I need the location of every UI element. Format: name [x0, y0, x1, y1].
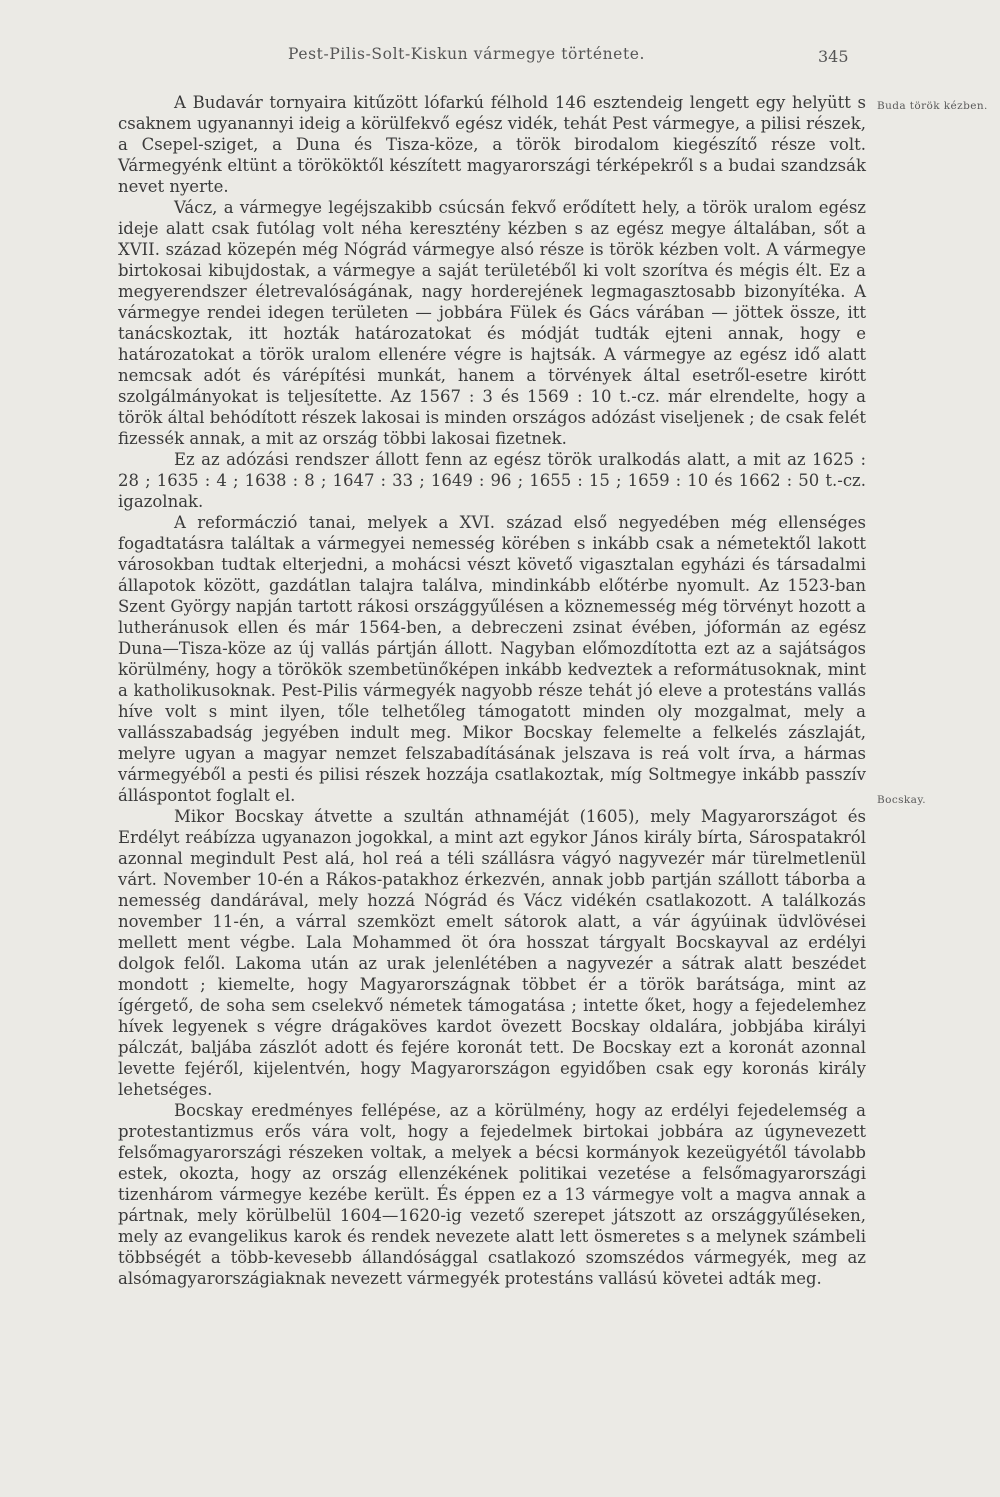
paragraph-vacz: Vácz, a vármegye legéjszakibb csúcsán fekvő erődített hely, a török uralom egész ideje alatt csak futólag volt néha keresztény kézben s az egész megye általában, sőt a XVII. század közepén még Nógrád vármegye alsó része is török kézben volt. A vármegye birtokosai kibujdostak, a vármegye a saját területéből ki volt szorítva és mégis élt. Ez a megyerendszer életrevalóságának, nagy horderejének legmagasztosabb bizonyítéka. A vármegye rendei idegen területen — jobbára Fülek és Gács várában — jöttek össze, itt tanácskoztak, itt hozták határozatokat és módját tudták ejteni annak, hogy e határozatokat a török uralom ellenére végre is hajtsák. A vármegye az egész idő alatt nemcsak adót és várépítési munkát, hanem a törvények által esetről-esetre kirótt szolgálmányokat is teljesítette. Az 1567 : 3 és 1569 : 10 t.-cz. már elrendelte, hogy a török által behódított részek lakosai is minden országos adózást viseljenek ; de csak felét fizessék annak, a mit az ország többi lakosai fizetnek.	[118, 198, 866, 448]
running-title: Pest-Pilis-Solt-Kiskun vármegye története.	[288, 45, 646, 63]
paragraph-adozas: Ez az adózási rendszer állott fenn az egész török uralkodás alatt, a mit az 1625 : 28 ; 1635 : 4 ; 1638 : 8 ; 1647 : 33 ; 1649 : 96 ; 1655 : 15 ; 1659 : 10 és 1662 : 50 t.-cz. igazolnak.	[118, 450, 866, 511]
margin-note-buda: Buda török kézben.	[877, 100, 988, 112]
paragraph-buda: A Budavár tornyaira kitűzött lófarkú félhold 146 esztendeig lengett egy helyütt s csaknem ugyanannyi ideig a körülfekvő egész vidék, tehát Pest vármegye, a pilisi részek, a Csepel-sziget, a Duna és Tisza-köze, a török birodalom kiegészítő része volt. Vármegyénk eltünt a törököktől készített magyarországi térképekről s a budai szandzsák nevet nyerte.	[118, 93, 866, 196]
margin-note-bocskay: Bocskay.	[877, 794, 927, 806]
paragraph-bocskay-eredmeny: Bocskay eredményes fellépése, az a körülmény, hogy az erdélyi fejedelemség a protestantizmus erős vára volt, hogy a fejedelmek birtokai jobbára az úgynevezett felsőmagyarországi részeken voltak, a melyek a bécsi kormányok kezeügyétől távolabb estek, okozta, hogy az ország ellenzékének politikai vezetése a felsőmagyarországi tizenhárom vármegye kezébe került. És éppen ez a 13 vármegye volt a magva annak a pártnak, mely körülbelül 1604—1620-ig vezető szerepet játszott az országgyűléseken, mely az evangelikus karok és rendek nevezete alatt lett ösmeretes s a melynek számbeli többségét a több-kevesebb állandósággal csatlakozó szomszédos vármegyék, meg az alsómagyarországiaknak nevezett vármegyék protestáns vallású követei adták meg.	[118, 1101, 866, 1288]
paragraph-athname: Mikor Bocskay átvette a szultán athnaméját (1605), mely Magyarországot és Erdélyt reábízza ugyanazon jogokkal, a mint azt egykor János király bírta, Sárospatakról azonnal megindult Pest alá, hol reá a téli szállásra vágyó nagyvezér már türelmetlenül várt. November 10-én a Rákos-patakhoz érkezvén, annak jobb partján szállott táborba a nemesség dandárával, mely hozzá Nógrád és Vácz vidékén csatlakozott. A találkozás november 11-én, a várral szemközt emelt sátorok alatt, a vár ágyúinak üdvlövései mellett ment végbe. Lala Mohammed öt óra hosszat tárgyalt Bocskayval az erdélyi dolgok felől. Lakoma után az urak jelenlétében a nagyvezér a sátrak alatt beszédet mondott ; kiemelte, hogy Magyarországnak többet ér a török barátsága, mint az ígérgető, de soha sem cselekvő németek támogatása ; intette őket, hogy a fejedelemhez hívek legyenek s végre drágaköves kardot övezett Bocskay oldalára, jobbjába királyi pálczát, baljába zászlót adott és fejére koronát tett. De Bocskay ezt a koronát azonnal levette fejéről, kijelentvén, hogy Magyarországon egyidőben csak egy koronás király lehetséges.	[118, 807, 866, 1099]
running-header	[0, 45, 1000, 73]
page-number: 345	[818, 47, 849, 66]
paragraph-reformacio: A reformáczió tanai, melyek a XVI. század első negyedében még ellenséges fogadtatásra találtak a vármegyei nemesség körében s inkább csak a németektől lakott városokban tudtak elterjedni, a mohácsi vészt követő vigasztalan egyházi és társadalmi állapotok között, gazdátlan talajra találva, mindinkább előtérbe nyomult. Az 1523-ban Szent György napján tartott rákosi országgyűlésen a köznemesség még törvényt hozott a lutheránusok ellen és már 1564-ben, a debreczeni zsinat évében, jóformán az egész Duna—Tisza-köze az új vallás pártján állott. Nagyban előmozdította ezt az a sajátságos körülmény, hogy a törökök szembetünőképen inkább kedveztek a reformátusoknak, mint a katholikusoknak. Pest-Pilis vármegyék nagyobb része tehát jó eleve a protestáns vallás híve volt s mint ilyen, tőle telhetőleg támogatott minden oly mozgalmat, mely a vallásszabadság jegyében indult meg. Mikor Bocskay felemelte a felkelés zászlaját, melyre ugyan a magyar nemzet felszabadításának jelszava is reá volt írva, a hármas vármegyéből a pesti és pilisi részek hozzája csatlakoztak, míg Soltmegye inkább passzív álláspontot foglalt el.	[118, 513, 866, 805]
body-text	[118, 92, 866, 1289]
